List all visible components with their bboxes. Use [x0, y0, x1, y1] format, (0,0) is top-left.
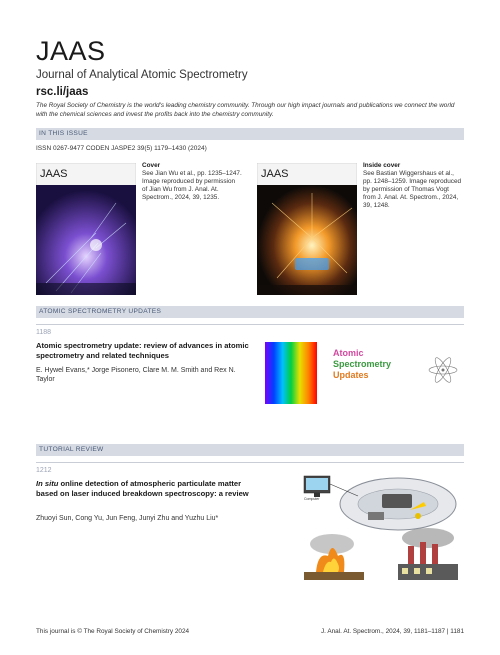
- inside-cover-caption: [363, 162, 463, 210]
- section-header-in-this-issue: IN THIS ISSUE: [36, 128, 464, 140]
- citation-footer: J. Anal. At. Spectrom., 2024, 39, 1181–1187 | 1181: [320, 628, 464, 635]
- cover-description: See Jian Wu et al., pp. 1235–1247. Image reproduced by permission of Jian Wu from J. Anal. At. Spectrom., 2024, 39, 1235.: [142, 170, 242, 201]
- inside-cover-journal-logo: JAAS: [261, 168, 289, 180]
- section-divider: [36, 324, 464, 325]
- cover-title: Cover: [142, 162, 161, 169]
- article-page-number: 1188: [36, 329, 52, 336]
- inside-cover-description: See Bastian Wiggershaus et al., pp. 1248–1259. Image reproduced by permission of Thomas Vogt from J. Anal. At. Spectrom., 2024, 39, 1248.: [363, 170, 462, 209]
- computer-label: Computer: [304, 497, 320, 501]
- atomic-graphic-word-2: Spectrometry: [333, 359, 392, 369]
- atomic-graphic-word-3: Updates: [333, 370, 369, 380]
- section-header-tutorial-review: TUTORIAL REVIEW: [36, 444, 464, 456]
- article-authors: E. Hywel Evans,* Jorge Pisonero, Clare M. M. Smith and Rex N. Taylor: [36, 367, 236, 384]
- society-description: The Royal Society of Chemistry is the world's leading chemistry community. Through our high impact journals and publications we connect the world with the chemical sciences and invest the profits back into the chemistry community.: [36, 102, 455, 118]
- tutorial-page-number: 1212: [36, 467, 52, 474]
- libs-graphic: [298, 472, 464, 584]
- journal-abbreviation: JAAS: [36, 36, 106, 66]
- tutorial-title-italic: In situ: [36, 479, 59, 488]
- inside-cover-title: Inside cover: [363, 162, 401, 169]
- atomic-updates-graphic: [265, 342, 465, 404]
- journal-full-name: Journal of Analytical Atomic Spectrometry: [36, 69, 248, 81]
- section-divider-2: [36, 462, 464, 463]
- article-title[interactable]: Atomic spectrometry update: review of advances in atomic spectrometry and related techniques: [36, 341, 249, 360]
- tutorial-title[interactable]: [36, 479, 254, 498]
- tutorial-authors: Zhuoyi Sun, Cong Yu, Jun Feng, Junyi Zhu and Yuzhu Liu*: [36, 515, 219, 522]
- cover-caption: [142, 162, 242, 202]
- cover-image[interactable]: [36, 163, 136, 295]
- atomic-graphic-word-1: Atomic: [333, 348, 364, 358]
- tutorial-title-rest: online detection of atmospheric particulate matter based on laser induced breakdown spectroscopy: a review: [36, 479, 249, 498]
- cover-journal-logo: JAAS: [40, 168, 68, 180]
- issn-line: ISSN 0267-9477 CODEN JASPE2 39(5) 1179–1430 (2024): [36, 145, 207, 152]
- inside-cover-image[interactable]: [257, 163, 357, 295]
- section-header-atomic-updates: ATOMIC SPECTROMETRY UPDATES: [36, 306, 464, 318]
- journal-url-link[interactable]: rsc.li/jaas: [36, 86, 89, 98]
- copyright-footer: This journal is © The Royal Society of Chemistry 2024: [36, 628, 190, 635]
